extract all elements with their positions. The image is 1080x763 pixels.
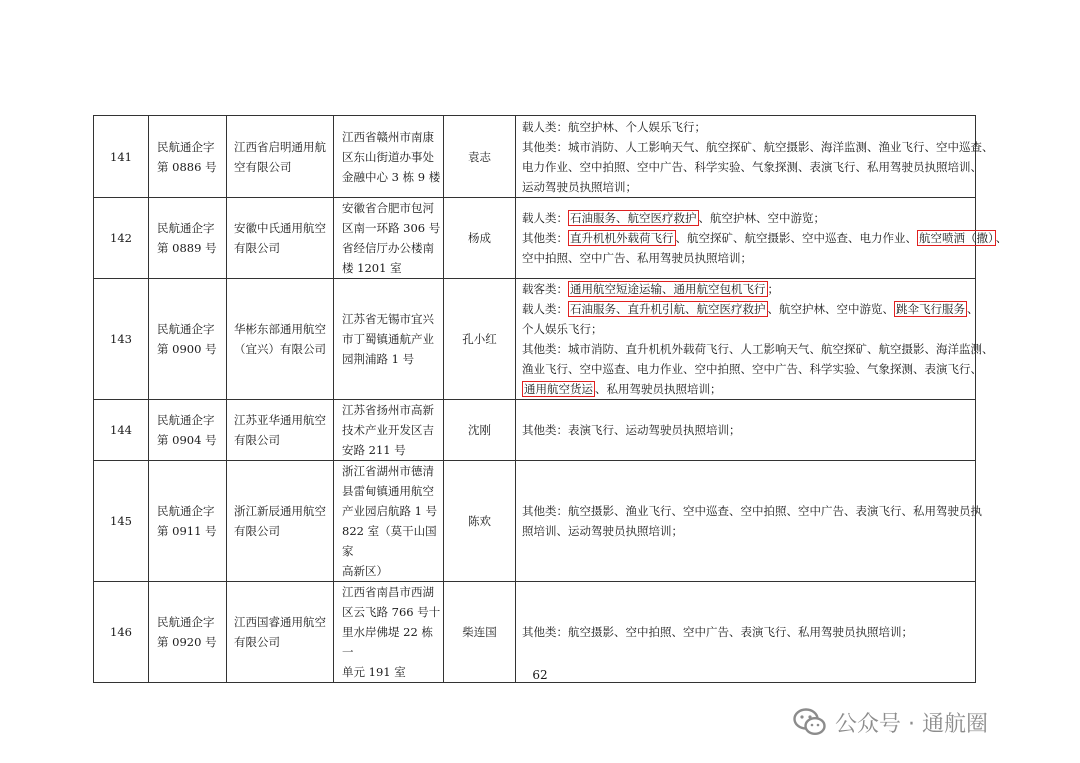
- legal-person-cell: [444, 461, 516, 582]
- scope-line: [522, 622, 973, 642]
- scope-line: [522, 299, 979, 319]
- address-line: 江西省赣州市南康: [342, 129, 434, 144]
- address-line: 江苏省扬州市高新: [342, 403, 434, 417]
- scope-text: 其他类：航空摄影、渔业飞行、空中巡查、空中拍照、空中广告、表演飞行、私用驾驶员执: [522, 504, 982, 518]
- legal-person: 陈欢: [468, 514, 491, 528]
- highlighted-scope-item: 通用航空货运: [524, 382, 593, 396]
- address-line: 市丁蜀镇通航产业: [342, 332, 434, 346]
- address-line: 县雷甸镇通用航空: [342, 484, 434, 498]
- company-name-cell: [227, 461, 334, 582]
- license-line: 民航通企字: [157, 139, 215, 154]
- company-name-cell: [227, 400, 334, 461]
- scope-line: [522, 137, 994, 157]
- company-name-line: 安徽中氏通用航空: [234, 221, 326, 235]
- wechat-icon: [793, 707, 827, 737]
- scope-line: [522, 521, 973, 541]
- scope-line: [522, 157, 982, 177]
- row-number-cell: [94, 279, 149, 400]
- company-name-line: 江西国睿通用航空: [234, 615, 326, 629]
- row-number: 142: [110, 231, 132, 245]
- page-number: 62: [532, 668, 548, 682]
- scope-text: 、航空探矿、航空摄影、空中巡查、电力作业、: [675, 231, 917, 245]
- license-number-cell: [149, 279, 227, 400]
- scope-text: 照培训、运动驾驶员执照培训；: [522, 524, 683, 538]
- table-row: [94, 400, 976, 461]
- license-number-cell: [149, 116, 227, 198]
- highlighted-scope-item: 石油服务、航空医疗救护: [570, 211, 697, 225]
- scope-text: 渔业飞行、空中巡查、电力作业、空中拍照、空中广告、科学实验、气象探测、表演飞行、: [522, 362, 982, 376]
- row-number: 146: [110, 625, 132, 639]
- scope-line: [522, 420, 973, 440]
- scope-text: 载人类：航空护林、个人娱乐飞行；: [522, 119, 706, 134]
- address-line: 区东山街道办事处: [342, 149, 434, 164]
- company-name-line: 华彬东部通用航空: [234, 322, 326, 336]
- license-line: 第 0904 号: [157, 433, 217, 447]
- address-line: 省经信厅办公楼南: [342, 241, 434, 255]
- address-line: 产业园启航路 1 号: [342, 504, 438, 518]
- address-line: 区南一环路 306 号: [342, 221, 441, 235]
- table-row: [94, 198, 976, 279]
- scope-text: 个人娱乐飞行；: [522, 322, 603, 336]
- address-line: 区云飞路 766 号十: [342, 605, 441, 619]
- address-line: 技术产业开发区吉: [342, 423, 434, 437]
- highlighted-scope-item: 跳伞飞行服务: [896, 302, 965, 316]
- highlighted-scope-item: 直升机机外载荷飞行: [570, 231, 674, 245]
- company-name-line: 空有限公司: [234, 159, 292, 174]
- license-line: 民航通企字: [157, 322, 215, 336]
- company-name-line: （宜兴）有限公司: [234, 342, 326, 356]
- business-scope-cell: [516, 400, 976, 461]
- scope-text: 运动驾驶员执照培训；: [522, 179, 637, 194]
- row-number-cell: [94, 116, 149, 198]
- scope-line: [522, 501, 982, 521]
- address-line: 楼 1201 室: [342, 261, 402, 275]
- row-number: 143: [110, 332, 132, 346]
- scope-text: 、航空护林、空中游览；: [698, 211, 825, 225]
- scope-text: 载客类：: [522, 282, 568, 296]
- company-name-line: 江苏亚华通用航空: [234, 413, 326, 427]
- address-line: 园荆浦路 1 号: [342, 352, 415, 366]
- table-row: [94, 116, 976, 198]
- address-line: 单元 191 室: [342, 665, 406, 679]
- legal-person: 袁志: [468, 149, 491, 164]
- scope-line: [522, 359, 982, 379]
- license-line: 民航通企字: [157, 413, 215, 427]
- address-cell: [334, 279, 444, 400]
- company-name-line: 浙江新辰通用航空: [234, 504, 326, 518]
- legal-person-cell: [444, 198, 516, 279]
- legal-person-cell: [444, 400, 516, 461]
- watermark: [793, 702, 988, 742]
- license-number-cell: [149, 198, 227, 279]
- scope-line: [522, 248, 973, 268]
- scope-line: [522, 117, 973, 137]
- row-number: 144: [110, 423, 132, 437]
- address-line: 浙江省湖州市德清: [342, 464, 434, 478]
- license-line: 民航通企字: [157, 615, 215, 629]
- address-line: 江苏省无锡市宜兴: [342, 312, 434, 326]
- license-number-cell: [149, 400, 227, 461]
- scope-text: 其他类：航空摄影、空中拍照、空中广告、表演飞行、私用驾驶员执照培训；: [522, 625, 913, 639]
- license-number-cell: [149, 461, 227, 582]
- row-number-cell: [94, 400, 149, 461]
- business-scope-cell: [516, 198, 1008, 279]
- company-name-cell: [227, 116, 334, 198]
- row-number: 145: [110, 514, 132, 528]
- scope-text: ；: [767, 282, 779, 296]
- company-name-line: 有限公司: [234, 241, 280, 255]
- legal-person-cell: [444, 279, 516, 400]
- address-line: 里水岸佛堤 22 栋一: [342, 625, 433, 659]
- address-line: 安徽省合肥市包河: [342, 201, 434, 215]
- scope-line: [522, 319, 973, 339]
- scope-line: [522, 228, 1008, 248]
- address-cell: [334, 461, 444, 582]
- row-number: 141: [110, 149, 132, 164]
- business-scope-cell: [516, 116, 994, 198]
- address-line: 822 室（莫干山国家: [342, 524, 437, 558]
- watermark-text: 公众号 · 通航圈: [835, 711, 988, 737]
- legal-person: 孔小红: [462, 332, 497, 346]
- company-name-line: 江西省启明通用航: [234, 139, 326, 154]
- address-cell: [334, 400, 444, 461]
- scope-line: [522, 379, 973, 399]
- address-cell: [334, 198, 444, 279]
- license-line: 第 0920 号: [157, 635, 217, 649]
- scope-text: 载人类：: [522, 211, 568, 225]
- scope-line: [522, 177, 973, 197]
- table-row: [94, 279, 976, 400]
- business-scope-cell: [516, 461, 982, 582]
- highlighted-scope-item: 航空喷洒（撒）: [919, 231, 994, 245]
- scope-text: 、: [995, 231, 1008, 245]
- company-name-line: 有限公司: [234, 635, 280, 649]
- business-scope-cell: [516, 279, 994, 400]
- company-name-cell: [227, 279, 334, 400]
- scope-text: 其他类：城市消防、人工影响天气、航空探矿、航空摄影、海洋监测、渔业飞行、空中巡查、: [522, 139, 994, 154]
- license-line: 第 0900 号: [157, 342, 217, 356]
- row-number-cell: [94, 461, 149, 582]
- highlighted-scope-item: 石油服务、直升机引航、航空医疗救护: [570, 302, 766, 316]
- address-line: 江西省南昌市西湖: [342, 585, 434, 599]
- legal-person: 杨成: [468, 231, 491, 245]
- row-number-cell: [94, 198, 149, 279]
- scope-line: [522, 208, 973, 228]
- license-line: 民航通企字: [157, 221, 215, 235]
- enterprise-table: [93, 115, 1008, 683]
- legal-person: 沈刚: [468, 423, 491, 437]
- scope-text: 、私用驾驶员执照培训；: [595, 382, 722, 396]
- scope-text: 其他类：城市消防、直升机机外载荷飞行、人工影响天气、航空探矿、航空摄影、海洋监测、: [522, 342, 994, 356]
- scope-text: 、: [967, 302, 979, 316]
- address-line: 金融中心 3 栋 9 楼: [342, 169, 441, 184]
- scope-line: [522, 279, 973, 299]
- legal-person-cell: [444, 116, 516, 198]
- table-body: [94, 116, 1008, 683]
- scope-text: 其他类：: [522, 231, 568, 245]
- address-line: 安路 211 号: [342, 443, 406, 457]
- license-line: 第 0911 号: [157, 524, 217, 538]
- company-name-cell: [227, 198, 334, 279]
- license-line: 第 0886 号: [157, 159, 217, 174]
- legal-person: 柴连国: [462, 625, 497, 639]
- license-line: 民航通企字: [157, 504, 215, 518]
- company-name-line: 有限公司: [234, 524, 280, 538]
- address-cell: [334, 116, 444, 198]
- company-name-line: 有限公司: [234, 433, 280, 447]
- scope-text: 其他类：表演飞行、运动驾驶员执照培训；: [522, 423, 741, 437]
- highlighted-scope-item: 通用航空短途运输、通用航空包机飞行: [570, 282, 766, 296]
- scope-line: [522, 339, 994, 359]
- scope-text: 、航空护林、空中游览、: [767, 302, 894, 316]
- scope-text: 电力作业、空中拍照、空中广告、科学实验、气象探测、表演飞行、私用驾驶员执照培训、: [522, 159, 982, 174]
- address-line: 高新区）: [342, 564, 388, 578]
- table-row: [94, 461, 976, 582]
- license-line: 第 0889 号: [157, 241, 217, 255]
- scope-text: 空中拍照、空中广告、私用驾驶员执照培训；: [522, 251, 752, 265]
- scope-text: 载人类：: [522, 302, 568, 316]
